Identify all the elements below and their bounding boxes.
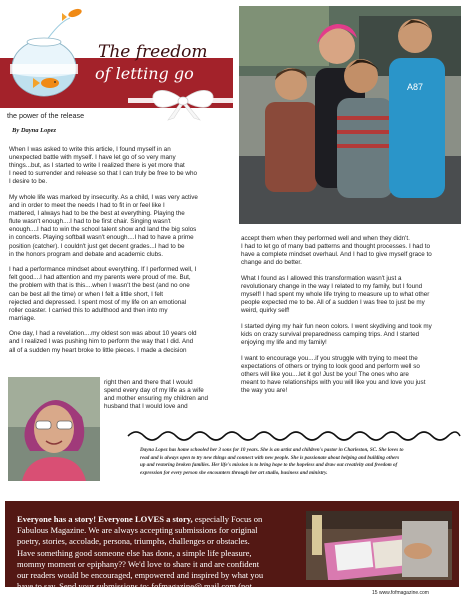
fishbowl-illustration <box>4 4 88 104</box>
author-bio: Dayna Lopez has home schooled her 3 sons for 10 years. She is an artist and children's pastor in Charleston, SC. She loves to read and is always open to try new things and connect with new people. She is passionate about helping and building others up and restoring broken families. Her life's mission is to bring hope to the hopeless and draw out creativity and freedom of expression for every person she encounters through her art studio, business and ministry. <box>140 447 404 476</box>
flying-goldfish-icon <box>62 7 83 21</box>
page-number: 15 <box>372 590 378 596</box>
article-paragraph: One day, I had a revelation....my oldest son was about 10 years old and I realized I was pushing him to perform the way that I did. And all of a sudden my heart broke to little pieces. I made a decision <box>9 330 197 354</box>
article-title-line1: The freedom <box>98 42 208 62</box>
family-photo <box>239 6 461 224</box>
article-subtitle: the power of the release <box>7 111 85 120</box>
article-paragraph: My whole life was marked by insecurity. As a child, I was very active and in order to meet the needs I had to fit in or feel like I mattered, I always had to be the best at everything. Playing the flute wasn't enough....I had to be first chair. Singing wasn't enough....I had to win the school talent show and land the big solos in concerts. Playing softball wasn't enough....I had to have a prime position (catcher). I couldn't just get decent grades...I had to be in the honors program and debate and academic clubs. <box>9 193 198 258</box>
submissions-callout-text <box>17 514 302 604</box>
magazine-reading-photo <box>306 511 452 580</box>
article-paragraph: What I found as I allowed this transformation wasn't just a revolutionary change in the way I related to my family, but I found myself! I had spent my whole life trying to measure up to what other people expected me to be. All of a sudden I was free to just be my weird, quirky self! <box>241 274 430 315</box>
callout-body: especially Focus on Fabulous Magazine. We are always accepting submissions for original poetry, stories, accolade, persona, triumphs, challenges or obstacles. Have something good someone else has done, a simple life pleasure, mommy moment or epiphany?? We'd love to share it and are confident our readers would be encouraged, empowered and inspired by what you have to say. Send your submissions to: fofmagazine@ mail.com (not Gmail) <box>17 514 264 603</box>
ribbon-bow-icon <box>128 82 238 122</box>
article-left-column <box>9 146 231 362</box>
website-url: www.fofmagazine.com <box>378 590 429 596</box>
swirl-divider-icon <box>126 428 461 444</box>
article-right-column <box>241 235 459 403</box>
article-wrapped-text: right then and there that I would spend every day of my life as a wife and mother ensuring my children and husband that I would love and <box>104 379 208 411</box>
svg-text:A87: A87 <box>407 82 424 92</box>
page-footer <box>372 590 429 596</box>
author-photo <box>8 377 100 481</box>
article-paragraph: I started dying my hair fun neon colors. I went skydiving and took my kids on crazy survival preparedness camping trips. And I started enjoying my life and my family! <box>241 322 432 347</box>
article-paragraph: When I was asked to write this article, I found myself in an unexpected battle with myself. I have let go of so very many things...but, as I started to write I realized there is yet more that I need to surrender and release so that I can truly be free to be who I desire to be. <box>9 146 197 186</box>
article-byline: By Dayna Lopez <box>12 127 57 134</box>
article-paragraph: I want to encourage you....if you struggle with trying to meet the expectations of others or trying to look good and perform well so others will like you....let it go! Just be you! The ones who are meant to have relationships with you will like you and love you just the way you are! <box>241 354 426 394</box>
article-paragraph: accept them when they performed well and when they didn't. I had to let go of many bad patterns and thought processes. I had to have a complete mindset overhaul. And I had to give myself grace to change and do better. <box>241 235 432 267</box>
article-title-line2: of letting go <box>95 64 194 83</box>
callout-lead: Everyone has a story! Everyone LOVES a story, <box>17 514 193 524</box>
article-paragraph: I had a performance mindset about everything. If I performed well, I felt good....I had attention and my parents were proud of me. But, the problem with that is this....when I wasn't the best (and no one can be best all the time) or when I felt a little short, I felt rejected and depressed. I spent most of my life on an emotional roller coaster. I carried this to adulthood and then into my marriage. <box>9 266 197 322</box>
